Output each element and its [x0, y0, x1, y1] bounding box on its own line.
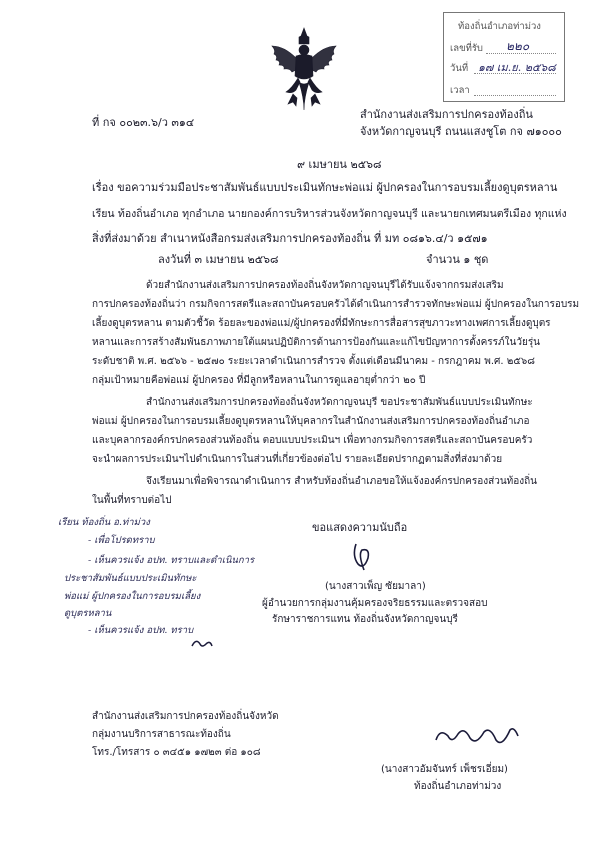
stamp-receive-no: ๒๒๐ — [506, 39, 530, 53]
paragraph-1-line-3: เลี้ยงดูบุตรหลาน ตามตัวชี้วัด ร้อยละของพ่อแม่/ผู้ปกครองที่มีทักษะการสื่อสารสุขภาวะทางเพศการเลี้ยงดูบุตร — [92, 318, 551, 329]
closing-phrase: ขอแสดงความนับถือ — [312, 521, 408, 534]
stamp-receive-no-label: เลขที่รับ — [450, 43, 483, 54]
footer-group: กลุ่มงานบริการสาธารณะท้องถิ่น — [92, 729, 231, 740]
signature-2-icon — [430, 722, 526, 752]
garuda-emblem-icon — [266, 26, 342, 112]
paragraph-2-line-3: และบุคลากรองค์กรปกครองส่วนท้องถิ่น ตอบแบบประเมินฯ เพื่อทางกรมกิจการสตรีและสถาบันครอบครัว — [92, 435, 533, 446]
paragraph-2-line-1: สำนักงานส่งเสริมการปกครองท้องถิ่นจังหวัดกาญจนบุรี ขอประชาสัมพันธ์แบบประเมินทักษะ — [146, 397, 533, 408]
stamp-date-label: วันที่ — [450, 63, 469, 74]
signer-title-1: ผู้อำนวยการกลุ่มงานคุ้มครองจริยธรรมและตรวจสอบ — [262, 598, 488, 609]
handwritten-note-2: - เพื่อโปรดทราบ — [88, 535, 155, 546]
receiving-stamp — [443, 12, 565, 102]
stamp-time-label: เวลา — [450, 85, 470, 96]
stamp-date: ๑๗ เม.ย. ๒๕๖๘ — [478, 61, 556, 74]
paragraph-2-line-2: พ่อแม่ ผู้ปกครองในการอบรมเลี้ยงดูบุตรหลานให้บุคลากรในสำนักงานส่งเสริมการปกครองท้องถิ่นอำเภอ — [92, 416, 530, 427]
footer-phone: โทร./โทรสาร ๐ ๓๔๕๑ ๑๗๒๓ ต่อ ๑๐๘ — [92, 747, 261, 758]
paragraph-1-line-1: ด้วยสำนักงานส่งเสริมการปกครองท้องถิ่นจังหวัดกาญจนบุรีได้รับแจ้งจากกรมส่งเสริม — [146, 280, 504, 291]
reference-number: ที่ กจ ๐๐๒๓.๖/ว ๓๑๔ — [92, 116, 195, 129]
paragraph-2-line-4: จะนำผลการประเมินฯไปดำเนินการในส่วนที่เกี่ยวข้องต่อไป รายละเอียดปรากฏตามสิ่งที่ส่งมาด้วย — [92, 454, 503, 465]
initial-signature-icon — [188, 636, 216, 652]
handwritten-signer-title: ท้องถิ่นอำเภอท่าม่วง — [414, 781, 502, 792]
handwritten-signer-name: (นางสาวอัมจันทร์ เพ็ชรเอี่ยม) — [381, 764, 508, 775]
paragraph-3-line-2: ในพื้นที่ทราบต่อไป — [92, 495, 172, 506]
enclosure-count: จำนวน ๑ ชุด — [426, 253, 489, 266]
enclosure-date: ลงวันที่ ๓ เมษายน ๒๕๖๘ — [158, 253, 279, 266]
sender-address: จังหวัดกาญจนบุรี ถนนแสงชูโต กจ ๗๑๐๐๐ — [360, 125, 562, 138]
signer-name: (นางสาวเพ็ญ ซัยมาลา) — [325, 581, 426, 592]
subject-line: เรื่อง ขอความร่วมมือประชาสัมพันธ์แบบประเมินทักษะพ่อแม่ ผู้ปกครองในการอบรมเลี้ยงดูบุตรหลาน — [92, 181, 558, 194]
footer-office: สำนักงานส่งเสริมการปกครองท้องถิ่นจังหวัด — [92, 711, 279, 722]
stamp-org: ท้องถิ่นอำเภอท่าม่วง — [458, 21, 541, 32]
handwritten-note-5: พ่อแม่ ผู้ปกครองในการอบรมเลี้ยง — [64, 591, 201, 602]
handwritten-note-7: - เห็นควรแจ้ง อปท. ทราบ — [88, 625, 194, 636]
handwritten-note-4: ประชาสัมพันธ์แบบประเมินทักษะ — [64, 573, 197, 584]
paragraph-1-line-5: ระดับชาติ พ.ศ. ๒๕๖๖ - ๒๕๗๐ ระยะเวลาดำเนินการสำรวจ ตั้งแต่เดือนมีนาคม - กรกฎาคม พ.ศ. ๒๕๖๘ — [92, 356, 535, 367]
paragraph-1-line-4: หลานและการสร้างสัมพันธภาพภายใต้แผนปฏิบัติการด้านการป้องกันและแก้ไขปัญหาการตั้งครรภ์ในวัยรุ่น — [92, 337, 541, 348]
handwritten-note-3: - เห็นควรแจ้ง อปท. ทราบและดำเนินการ — [88, 555, 255, 566]
paragraph-3-line-1: จึงเรียนมาเพื่อพิจารณาดำเนินการ สำหรับท้องถิ่นอำเภอขอให้แจ้งองค์กรปกครองส่วนท้องถิ่น — [146, 476, 538, 487]
enclosure-line: สิ่งที่ส่งมาด้วย สำเนาหนังสือกรมส่งเสริมการปกครองท้องถิ่น ที่ มท ๐๘๑๖.๔/ว ๑๕๗๑ — [92, 232, 488, 245]
handwritten-note-1: เรียน ท้องถิ่น อ.ท่าม่วง — [58, 517, 150, 528]
signature-1-icon — [348, 540, 378, 576]
sender-office: สำนักงานส่งเสริมการปกครองท้องถิ่น — [360, 108, 533, 121]
paragraph-1-line-6: กลุ่มเป้าหมายคือพ่อแม่ ผู้ปกครอง ที่มีลูกหรือหลานในการดูแลอายุต่ำกว่า ๒๐ ปี — [92, 375, 426, 386]
letter-date: ๙ เมษายน ๒๕๖๘ — [297, 158, 382, 171]
signer-title-2: รักษาราชการแทน ท้องถิ่นจังหวัดกาญจนบุรี — [272, 614, 458, 625]
paragraph-1-line-2: การปกครองท้องถิ่นว่า กรมกิจการสตรีและสถาบันครอบครัวได้ดำเนินการสำรวจทักษะพ่อแม่ ผู้ปกครองในการอบรม — [92, 299, 580, 310]
handwritten-note-6: ดูบุตรหลาน — [64, 608, 112, 619]
recipient-line: เรียน ท้องถิ่นอำเภอ ทุกอำเภอ นายกองค์การบริหารส่วนจังหวัดกาญจนบุรี และนายกเทศมนตรีเมือง ทุกแห่ง — [92, 208, 567, 220]
